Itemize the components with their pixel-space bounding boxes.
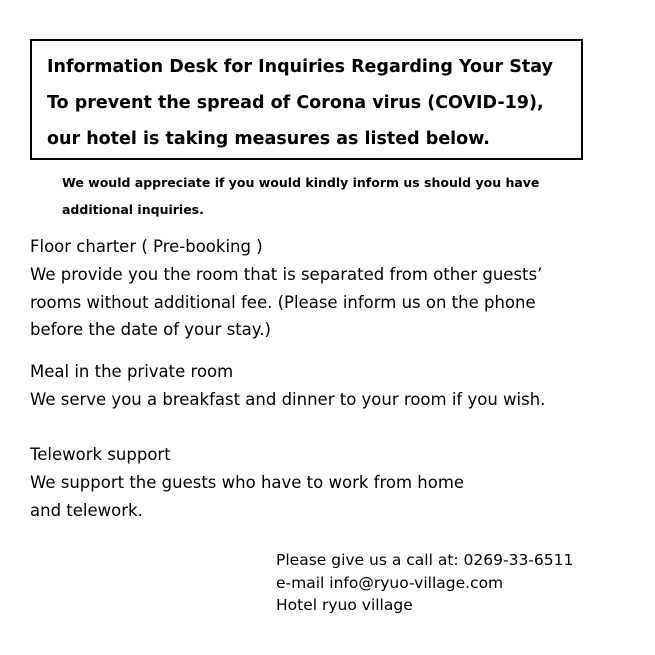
section-text: We support the guests who have to work from home [30,473,465,492]
section-title-telework: Telework support [30,445,171,464]
section-text: before the date of your stay.) [30,320,271,339]
notice-box [30,39,583,160]
section-text: We provide you the room that is separated from other guests’ [30,265,543,284]
section-title-floor-charter: Floor charter ( Pre-booking ) [30,237,263,256]
section-text: We serve you a breakfast and dinner to your room if you wish. [30,390,546,409]
inquiry-note-line: We would appreciate if you would kindly inform us should you have [62,175,540,190]
hotel-name: Hotel ryuo village [276,596,413,614]
section-title-meal: Meal in the private room [30,362,234,381]
section-text: rooms without additional fee. (Please inform us on the phone [30,293,536,312]
notice-line: To prevent the spread of Corona virus (COVID-19), [47,93,544,113]
notice-heading: Information Desk for Inquiries Regarding Your Stay [47,57,553,77]
contact-phone: Please give us a call at: 0269-33-6511 [276,551,574,569]
section-text: and telework. [30,501,143,520]
contact-email: e-mail info@ryuo-village.com [276,574,504,592]
notice-line: our hotel is taking measures as listed below. [47,129,490,149]
inquiry-note-line: additional inquiries. [62,202,204,217]
